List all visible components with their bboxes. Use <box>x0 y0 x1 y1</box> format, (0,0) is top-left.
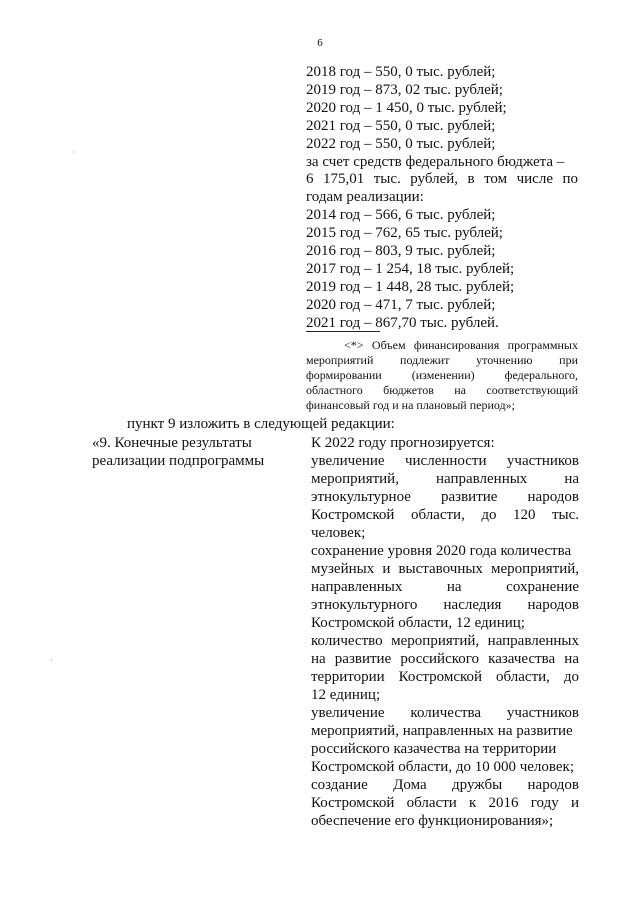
instruction-text: пункт 9 изложить в следующей редакции: <box>127 416 395 432</box>
result-item-line: Костромской области, до 10 000 человек; <box>311 759 575 775</box>
federal-year-line: 2021 год – 867,70 тыс. рублей. <box>306 315 499 331</box>
result-item-line: количество мероприятий, направленных <box>311 633 579 649</box>
federal-budget-intro-end: годам реализации: <box>306 189 424 205</box>
federal-year-line: 2016 год – 803, 9 тыс. рублей; <box>306 243 496 259</box>
funding-year-line: 2019 год – 873, 02 тыс. рублей; <box>306 82 503 98</box>
result-item-line: Костромской области, 12 единиц; <box>311 615 525 631</box>
footnote-line: формировании (изменении) федерального, <box>306 368 578 382</box>
federal-year-line: 2019 год – 1 448, 28 тыс. рублей; <box>306 279 515 295</box>
result-item-line: этнокультурное развитие народов <box>311 489 579 505</box>
funding-year-line: 2022 год – 550, 0 тыс. рублей; <box>306 136 496 152</box>
federal-budget-total: 6 175,01 тыс. рублей, в том числе по <box>306 171 578 187</box>
result-item-line: 12 единиц; <box>311 687 381 703</box>
result-item-line: направленных на сохранение <box>311 579 579 595</box>
forecast-intro: К 2022 году прогнозируется: <box>311 435 495 451</box>
result-item-line: мероприятий, направленных на развитие <box>311 723 573 739</box>
funding-year-line: 2021 год – 550, 0 тыс. рублей; <box>306 118 496 134</box>
result-item-line: увеличение численности участников <box>311 453 579 469</box>
federal-budget-intro: за счет средств федерального бюджета – <box>306 154 565 170</box>
result-item-line: территории Костромской области, до <box>311 669 579 685</box>
result-item-line: человек; <box>311 525 366 541</box>
scan-mark: · <box>50 656 53 666</box>
result-item-line: сохранение уровня 2020 года количества <box>311 543 572 559</box>
result-item-line: увеличение количества участников <box>311 705 579 721</box>
funding-year-line: 2018 год – 550, 0 тыс. рублей; <box>306 64 496 80</box>
result-item-line: Костромской области к 2016 году и <box>311 795 579 811</box>
result-item-line: создание Дома дружбы народов <box>311 777 579 793</box>
result-item-line: на развитие российского казачества на <box>311 651 579 667</box>
footnote-line: финансовый год и на плановый период»; <box>306 398 515 412</box>
scan-mark: · <box>72 148 75 158</box>
funding-year-line: 2020 год – 1 450, 0 тыс. рублей; <box>306 100 507 116</box>
footnote-line: мероприятий подлежит уточнению при <box>306 353 578 367</box>
footnote-rule <box>306 331 380 332</box>
result-item-line: мероприятий, направленных на <box>311 471 579 487</box>
result-item-line: Костромской области, до 120 тыс. <box>311 507 579 523</box>
result-item-line: музейных и выставочных мероприятий, <box>311 561 579 577</box>
federal-year-line: 2015 год – 762, 65 тыс. рублей; <box>306 225 503 241</box>
section-title-cont: реализации подпрограммы <box>92 453 265 469</box>
page-number: 6 <box>317 37 323 49</box>
federal-year-line: 2017 год – 1 254, 18 тыс. рублей; <box>306 261 515 277</box>
footnote-line: областного бюджетов на соответствующий <box>306 383 578 397</box>
result-item-line: российского казачества на территории <box>311 741 557 757</box>
federal-year-line: 2014 год – 566, 6 тыс. рублей; <box>306 207 496 223</box>
federal-year-line: 2020 год – 471, 7 тыс. рублей; <box>306 297 496 313</box>
footnote-line: <*> Объем финансирования программных <box>344 338 578 352</box>
section-title: «9. Конечные результаты <box>92 435 252 451</box>
result-item-line: обеспечение его функционирования»; <box>311 813 554 829</box>
result-item-line: этнокультурного наследия народов <box>311 597 579 613</box>
